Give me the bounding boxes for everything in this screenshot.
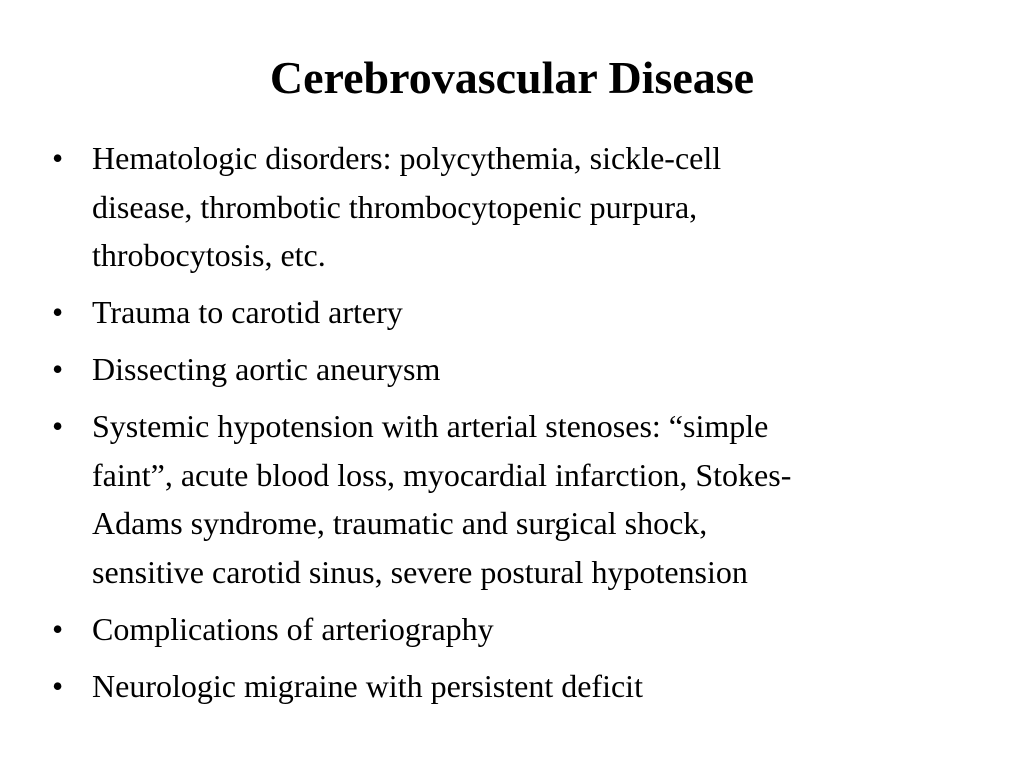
bullet-dot: • (52, 610, 64, 647)
bullet-item-hematologic-disorders (52, 134, 972, 280)
bullet-text: Complications of arteriography (92, 610, 494, 647)
bullet-item-aortic-aneurysm (52, 345, 972, 394)
bullet-text: Dissecting aortic aneurysm (92, 351, 441, 387)
bullet-dot: • (52, 408, 64, 444)
bullet-text: Neurologic migraine with persistent deficit (92, 667, 643, 704)
bullet-dot: • (52, 294, 64, 330)
bullet-text: Systemic hypotension with arterial stenoses: “simple faint”, acute blood loss, myocardial infarction, Stokes- Adams syndrome, traumatic and surgical shock, sensitive carotid sinus, severe postural hypotension (92, 408, 792, 590)
bullet-dot: • (52, 667, 64, 704)
slide-title: Cerebrovascular Disease (269, 52, 755, 103)
bullet-item-systemic-hypotension (52, 402, 972, 596)
bullet-item-neurologic-migraine (52, 662, 972, 711)
bullet-text: Trauma to carotid artery (92, 294, 403, 330)
bullet-dot: • (52, 351, 64, 387)
bullet-dot: • (52, 140, 64, 176)
bullet-item-arteriography-complications (52, 605, 972, 654)
bullet-item-carotid-trauma (52, 288, 972, 337)
bullet-list (52, 134, 972, 719)
bullet-text: Hematologic disorders: polycythemia, sickle-cell disease, thrombotic thrombocytopenic purpura, throbocytosis, etc. (92, 140, 722, 273)
